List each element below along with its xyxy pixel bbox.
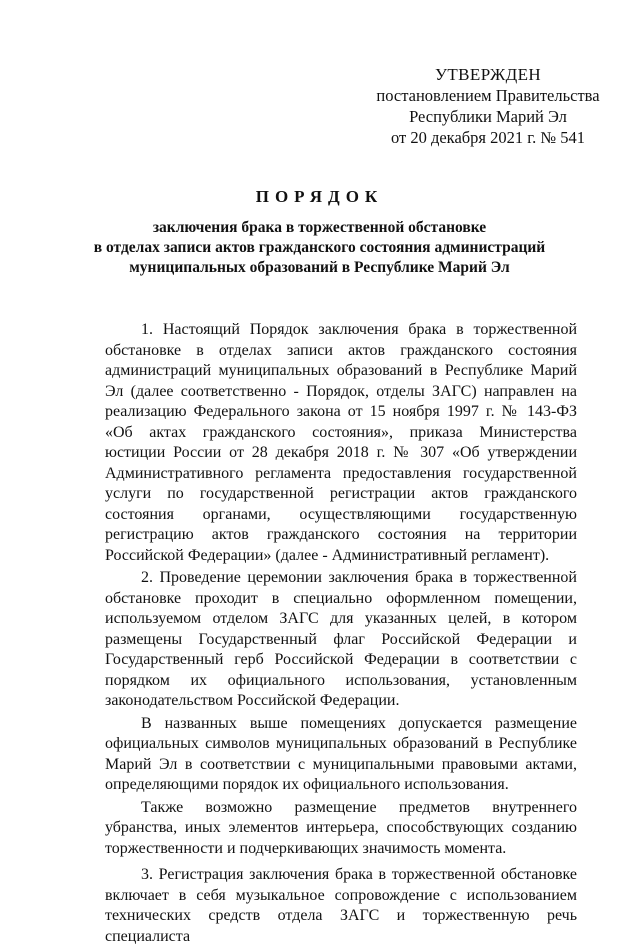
subtitle-line-2: в отделах записи актов гражданского состояния администраций	[93, 239, 546, 256]
paragraph-4: Также возможно размещение предметов внутреннего убранства, иных элементов интерьера, способствующих созданию торжественности и подчеркивающих значимость момента.	[105, 798, 577, 857]
document-body	[105, 320, 577, 949]
approval-line-2: Республики Марий Эл	[409, 107, 567, 126]
document-subtitle	[80, 218, 559, 278]
approval-stamp	[364, 64, 612, 148]
subtitle-line-3: муниципальных образований в Республике Марий Эл	[129, 259, 510, 276]
approval-line-3: от 20 декабря 2021 г. № 541	[390, 128, 586, 147]
paragraph-5: 3. Регистрация заключения брака в торжественной обстановке включает в себя музыкальное сопровождение с использованием технических средств отдела ЗАГС и торжественную речь специалиста	[105, 866, 577, 945]
approval-title: УТВЕРЖДЕН	[434, 65, 542, 84]
paragraph-2: 2. Проведение церемонии заключения брака в торжественной обстановке проходит в специально оформленном помещении, используемом отделом ЗАГС для указанных целей, в котором размещены Государственный флаг Российской Федерации и Государственный герб Российской Федерации в соответствии с порядком их официального использования, установленным законодательством Российской Федерации.	[105, 569, 577, 709]
paragraph-1: 1. Настоящий Порядок заключения брака в торжественной обстановке в отделах записи актов гражданского состояния администраций муниципальных образований в Республике Марий Эл (далее соответственно - Порядок, отделы ЗАГС) направлен на реализацию Федерального закона от 15 ноября 1997 г. № 143-ФЗ «Об актах гражданского состояния», приказа Министерства юстиции России от 28 декабря 2018 г. № 307 «Об утверждении Административного регламента предоставления государственной услуги по государственной регистрации актов гражданского состояния органами, осуществляющими государственную регистрацию актов гражданского состояния на территории Российской Федерации» (далее - Административный регламент).	[105, 321, 577, 564]
paragraph-3: В названных выше помещениях допускается размещение официальных символов муниципальных образований в Республике Марий Эл в соответствии с муниципальными правовыми актами, определяющими порядок их официального использования.	[105, 714, 577, 793]
document-title: ПОРЯДОК	[255, 187, 384, 206]
subtitle-line-1: заключения брака в торжественной обстановке	[152, 219, 487, 236]
approval-line-1: постановлением Правительства	[376, 86, 600, 105]
